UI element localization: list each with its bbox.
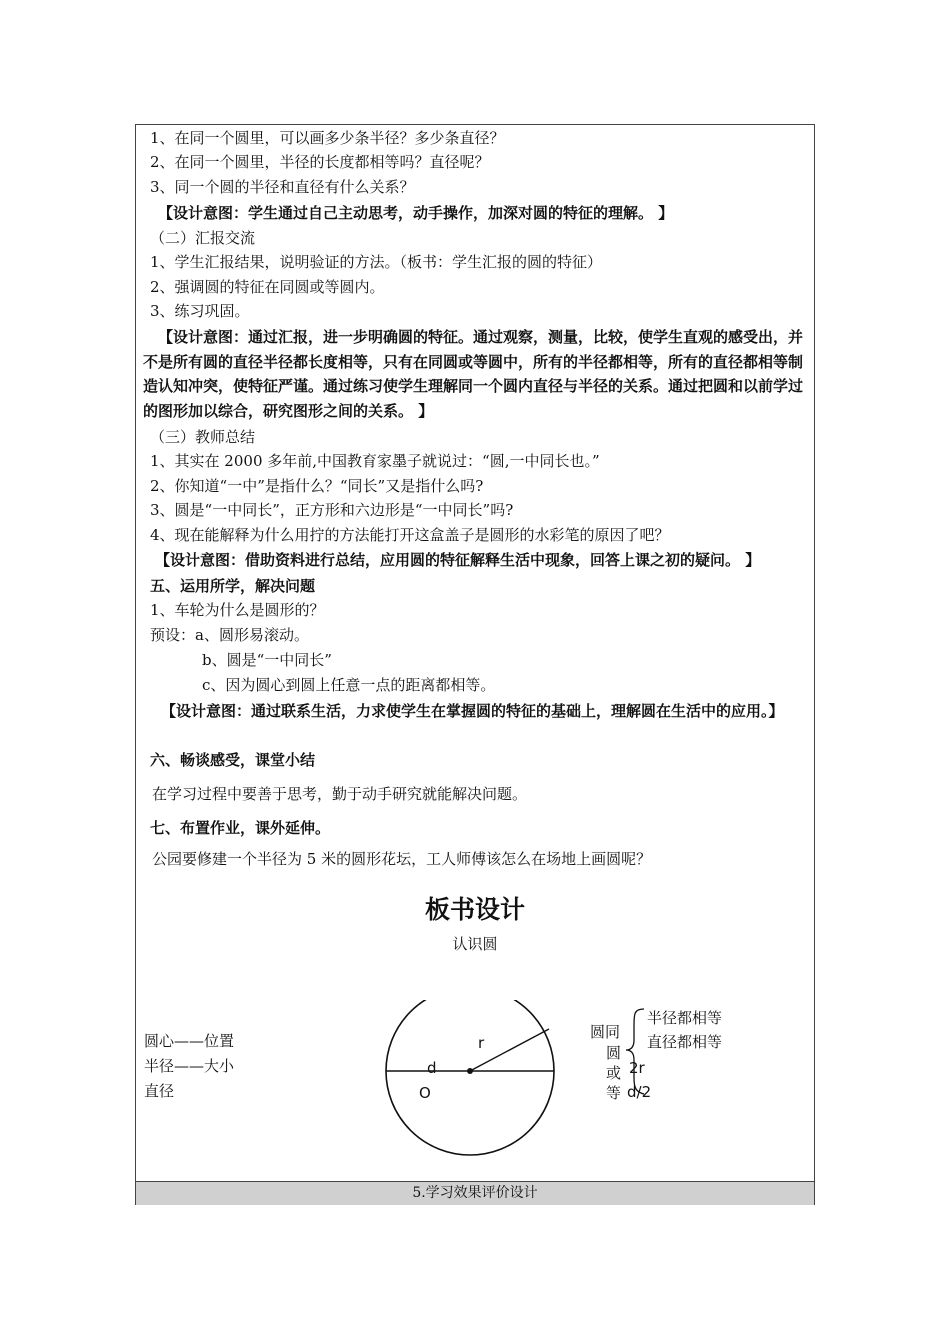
radius-equal-text: 半径都相等 (647, 1009, 723, 1027)
summary-item-3: 3、圆是“一中同长”，正方形和六边形是“一中同长”吗? (150, 501, 514, 519)
design-intent-4: 【设计意图：通过联系生活，力求使学生在掌握圆的特征的基础上，理解圆在生活中的应用。】 (161, 702, 784, 720)
section-6-text: 在学习过程中要善于思考，勤于动手研究就能解决问题。 (152, 785, 528, 803)
design-intent-1: 【设计意图：学生通过自己主动思考，动手操作，加深对圆的特征的理解。 】 (158, 204, 674, 222)
board-left-2: 半径——大小 (144, 1057, 235, 1075)
preset-a: 预设：a、圆形易滚动。 (150, 626, 309, 644)
section-summary-heading: （三）教师总结 (150, 428, 256, 446)
section-report-heading: （二）汇报交流 (150, 229, 256, 247)
summary-item-2: 2、你知道“一中”是指什么？“同长”又是指什么吗? (150, 477, 484, 495)
preset-b: b、圆是“一中同长” (202, 651, 332, 669)
design-intent-3: 【设计意图：借助资料进行总结，应用圆的特征解释生活中现象，回答上课之初的疑问。 】 (155, 551, 761, 569)
diameter-equal-text: 直径都相等 (647, 1033, 723, 1051)
equal-circle-char-1: 圆 (606, 1044, 622, 1062)
diameter-label: d (427, 1059, 437, 1077)
section-5-question: 1、车轮为什么是圆形的？ (150, 601, 325, 619)
preset-c: c、因为圆心到圆上任意一点的距离都相等。 (202, 676, 496, 694)
board-subtitle: 认识圆 (452, 935, 498, 953)
report-item-3: 3、练习巩固。 (150, 302, 250, 320)
question-2: 2、在同一个圆里，半径的长度都相等吗？直径呢？ (150, 153, 490, 171)
circle-outline (386, 1000, 554, 1155)
section-5-heading: 五、运用所学，解决问题 (150, 577, 316, 595)
center-point (467, 1068, 473, 1074)
board-title: 板书设计 (424, 895, 525, 924)
circle-diagram (380, 1000, 580, 1182)
summary-item-1: 1、其实在 2000 多年前,中国教育家墨子就说过：“圆,一中同长也。” (150, 452, 600, 470)
radius-label: r (478, 1034, 485, 1052)
two-r-text: 2r (629, 1059, 645, 1077)
report-item-1: 1、学生汇报结果，说明验证的方法。（板书：学生汇报的圆的特征） (150, 253, 603, 271)
d-half-text: d/2 (627, 1083, 652, 1101)
report-item-2: 2、强调圆的特征在同圆或等圆内。 (150, 278, 385, 296)
equal-circle-char-2: 或 (606, 1064, 622, 1082)
section-6-heading: 六、畅谈感受，课堂小结 (150, 751, 316, 769)
question-3: 3、同一个圆的半径和直径有什么关系？ (150, 178, 415, 196)
question-1: 1、在同一个圆里，可以画多少条半径？多少条直径？ (150, 129, 505, 147)
center-label: O (419, 1084, 431, 1102)
footer-section-bar: 5.学习效果评价设计 (136, 1181, 814, 1205)
summary-item-4: 4、现在能解释为什么用拧的方法能打开这盒盖子是圆形的水彩笔的原因了吧？ (150, 526, 670, 544)
board-left-1: 圆心——位置 (144, 1032, 235, 1050)
equal-circle-char-3: 等 (606, 1084, 622, 1102)
same-circle-label: 圆同 (590, 1023, 621, 1041)
design-intent-2: 【设计意图：通过汇报，进一步明确圆的特征。通过观察，测量，比较，使学生直观的感受出，并不是所有圆的直径半径都长度相等，只有在同圆或等圆中，所有的半径都相等，所有的直径都相等制造认知冲突，使特征严谨。通过练习使学生理解同一个圆内直径与半径的关系。通过把圆和以前学过的图形加以综合，研究图形之间的关系。 】 (143, 328, 804, 420)
section-7-text: 公园要修建一个半径为 5 米的圆形花坛，工人师傅该怎么在场地上画圆呢？ (152, 850, 652, 868)
section-7-heading: 七、布置作业，课外延伸。 (150, 819, 331, 837)
board-left-3: 直径 (144, 1082, 175, 1100)
